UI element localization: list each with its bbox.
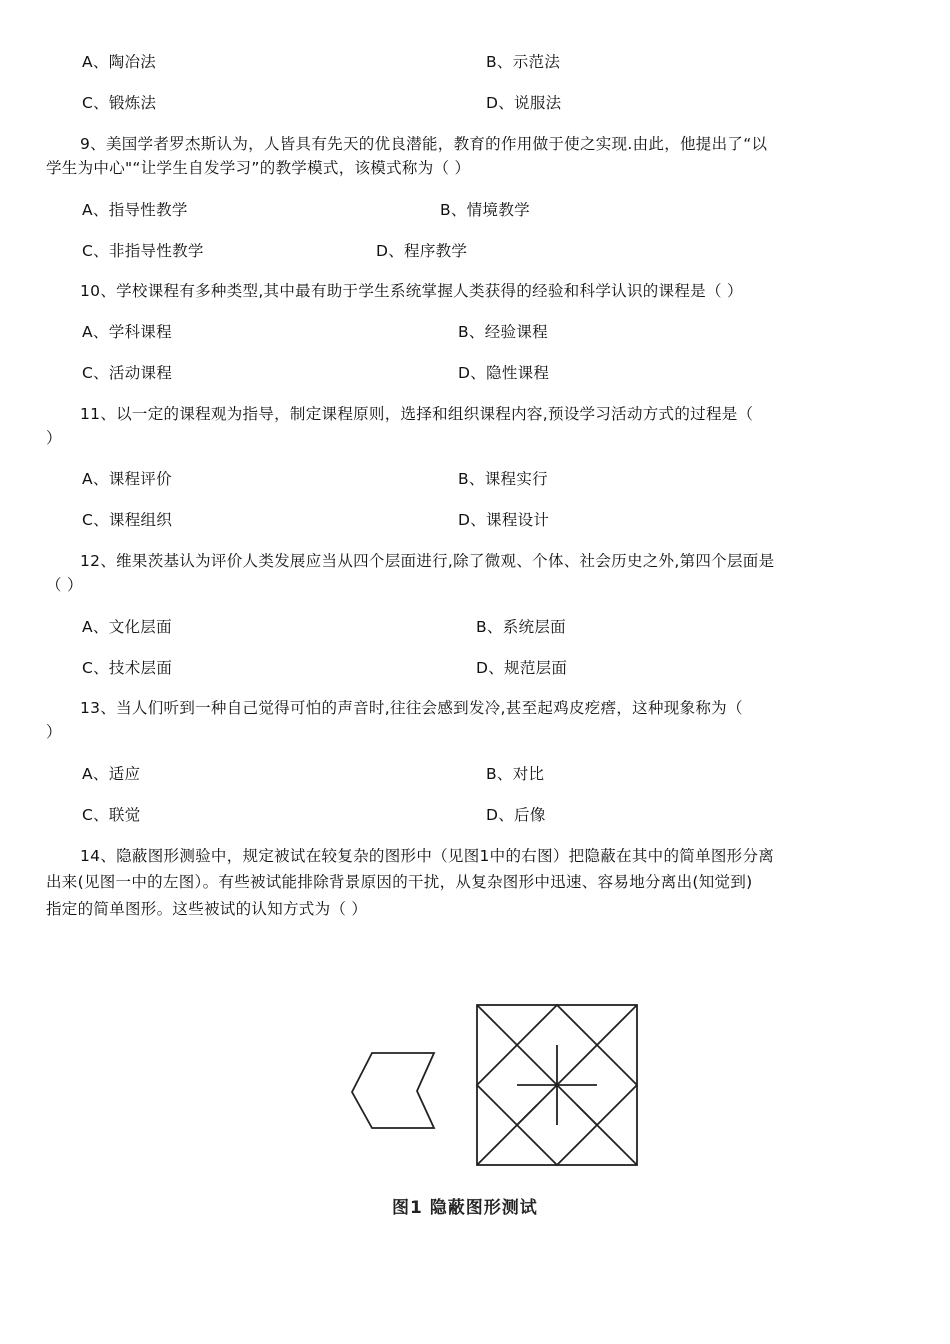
q12-stem-line2: （ ） <box>46 576 83 594</box>
q8-option-a: A、陶冶法 <box>82 53 157 71</box>
q12-option-a: A、文化层面 <box>82 618 172 636</box>
q13-option-c: C、联觉 <box>82 806 141 824</box>
q12-option-b: B、系统层面 <box>476 618 566 636</box>
q8-option-d: D、说服法 <box>486 94 562 112</box>
figure-caption: 图1 隐蔽图形测试 <box>392 1198 538 1218</box>
q14-stem-line2: 出来(见图一中的左图）。有些被试能排除背景原因的干扰，从复杂图形中迅速、容易地分离出(知觉到) <box>46 873 753 891</box>
q14-stem-line1: 14、隐蔽图形测验中，规定被试在较复杂的图形中（见图1中的右图）把隐蔽在其中的简单图形分离 <box>80 847 775 865</box>
q13-stem-line2: ） <box>46 723 62 741</box>
q13-option-d: D、后像 <box>486 806 546 824</box>
q9-option-a: A、指导性教学 <box>82 201 188 219</box>
q11-stem-line2: ） <box>46 429 62 447</box>
q12-option-d: D、规范层面 <box>476 659 568 677</box>
q11-option-c: C、课程组织 <box>82 511 173 529</box>
q12-stem-line1: 12、维果茨基认为评价人类发展应当从四个层面进行,除了微观、个体、社会历史之外,第四个层面是 <box>80 552 775 570</box>
q10-option-d: D、隐性课程 <box>458 364 550 382</box>
q10-option-c: C、活动课程 <box>82 364 173 382</box>
q11-option-b: B、课程实行 <box>458 470 548 488</box>
simple-shape <box>352 1053 434 1128</box>
q11-option-d: D、课程设计 <box>458 511 550 529</box>
q10-option-b: B、经验课程 <box>458 323 548 341</box>
q9-stem-line1: 9、美国学者罗杰斯认为，人皆具有先天的优良潜能，教育的作用做于使之实现.由此，他提出了“以 <box>80 135 768 153</box>
q13-stem-line1: 13、当人们听到一种自己觉得可怕的声音时,往往会感到发冷,甚至起鸡皮疙瘩，这种现象称为（ <box>80 699 743 717</box>
q9-option-b: B、情境教学 <box>440 201 530 219</box>
hidden-figure-diagram <box>320 995 650 1225</box>
q9-option-d: D、程序教学 <box>376 242 468 260</box>
q10-option-a: A、学科课程 <box>82 323 172 341</box>
q11-option-a: A、课程评价 <box>82 470 172 488</box>
q13-option-b: B、对比 <box>486 765 545 783</box>
q11-stem-line1: 11、以一定的课程观为指导，制定课程原则，选择和组织课程内容,预设学习活动方式的过程是（ <box>80 405 754 423</box>
q9-option-c: C、非指导性教学 <box>82 242 204 260</box>
q10-stem: 10、学校课程有多种类型,其中最有助于学生系统掌握人类获得的经验和科学认识的课程是（ ） <box>80 282 743 300</box>
q9-stem-line2: 学生为中心"“让学生自发学习”的教学模式，该模式称为（ ） <box>46 159 471 177</box>
q13-option-a: A、适应 <box>82 765 141 783</box>
complex-shape <box>477 1005 637 1165</box>
q12-option-c: C、技术层面 <box>82 659 173 677</box>
q8-option-c: C、锻炼法 <box>82 94 157 112</box>
q8-option-b: B、示范法 <box>486 53 561 71</box>
q14-stem-line3: 指定的简单图形。这些被试的认知方式为（ ） <box>46 900 368 918</box>
